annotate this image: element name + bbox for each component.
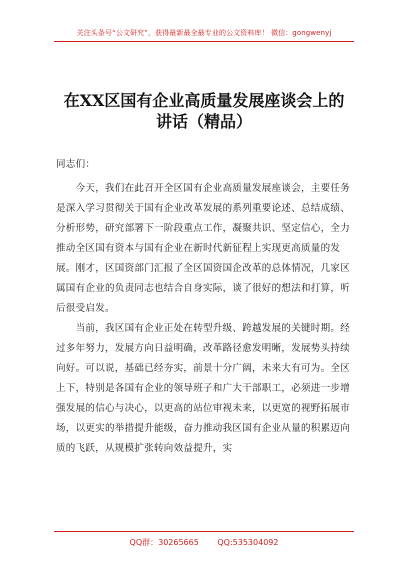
page-header: 关注头条号“公文研究”，获得最新最全最专业的公文资料库！ 微信：gongwenyj — [76, 29, 332, 37]
footer-qq: QQ:535304092 — [217, 538, 279, 547]
salutation: 同志们： — [56, 159, 96, 170]
title-line-2: 讲话（精品） — [155, 112, 252, 131]
footer-qq-group: QQ群：30265665 — [129, 538, 199, 547]
paragraph-2: 当前，我区国有企业正处在转型升级、跨越发展的关键时期。经过多年努力，发展方向日益明确，改革路径愈发明晰，发展势头持续向好。可以说，基础已经夯实，前景十分广阔，未来大有可为。全区上下，特别是各国有企业的领导班子和广大干部职工，必须进一步增强发展的信心与决心，以更高的站位审视未来，以更宽的视野拓展市场，以更实的举措提升能级，奋力推动我区国有企业从量的积累迈向质的飞跃，从规模扩张转向效益提升，实 — [56, 323, 351, 454]
document-body — [56, 155, 352, 459]
title-line-1: 在XX区国有企业高质量发展座谈会上的 — [63, 91, 345, 110]
page-footer — [0, 537, 408, 548]
header-divider — [54, 41, 354, 42]
footer-divider — [54, 531, 354, 532]
paragraph-1: 今天，我们在此召开全区国有企业高质量发展座谈会，主要任务是深入学习贯彻关于国有企业改革发展的系列重要论述、总结成绩、分析形势，研究部署下一阶段重点工作，凝聚共识、坚定信心，全力推动全区国有资本与国有企业在新时代新征程上实现更高质量的发展。刚才，区国资部门汇报了全区国资国企改革的总体情况，几家区属国有企业的负责同志也结合自身实际，谈了很好的想法和打算，听后很受启发。 — [56, 183, 351, 314]
document-title — [40, 90, 368, 132]
